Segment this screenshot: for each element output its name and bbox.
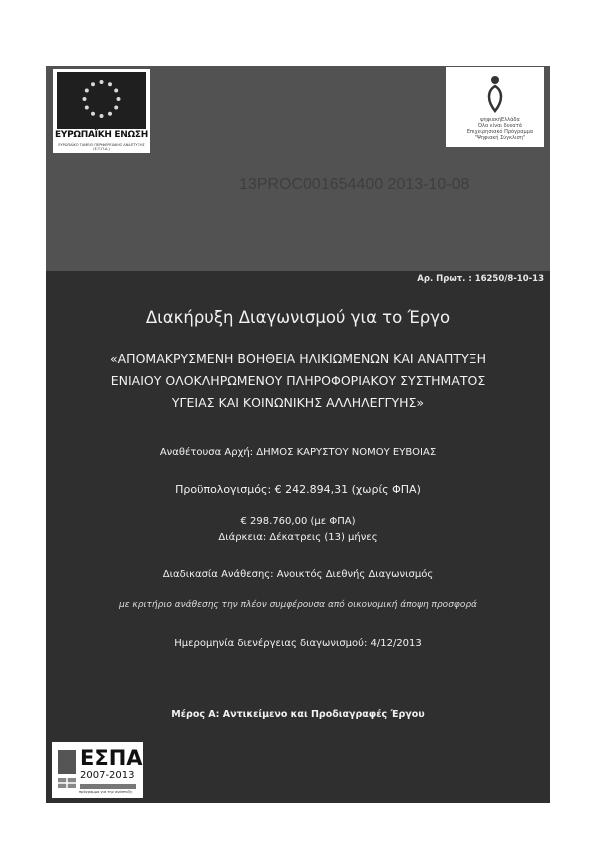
budget-net: Προϋπολογισμός: € 242.894,31 (χωρίς ΦΠΑ) <box>175 483 421 496</box>
award-criterion: με κριτήριο ανάθεσης την πλέον συμφέρουσα από οικονομική άποψη προσφορά <box>118 600 477 610</box>
protocol-number: Αρ. Πρωτ. : 16250/8-10-13 <box>417 274 544 284</box>
cover-sheet <box>46 66 550 803</box>
contracting-authority: Αναθέτουσα Αρχή: ΔΗΜΟΣ ΚΑΡΥΣΤΟΥ ΝΟΜΟΥ ΕΥΒΟΙΑΣ <box>159 447 437 458</box>
ds-line-2: Όλα είναι δυνατά <box>477 123 523 129</box>
espa-stripe <box>80 784 136 789</box>
diavgeia-stamp: 13PROC001654400 2013-10-08 <box>239 176 470 193</box>
eu-logo-label: ΕΥΡΩΠΑΪΚΗ ΕΝΩΣΗ <box>55 130 148 140</box>
ds-line-1: ψηφιακήΕλλάδα <box>480 117 520 123</box>
ds-line-3: Επιχειρησιακό Πρόγραμμα <box>466 129 534 135</box>
espa-emblem-icon <box>56 748 78 792</box>
digital-convergence-logo <box>446 67 544 147</box>
project-name-line-2: ΕΝΙΑΙΟΥ ΟΛΟΚΛΗΡΩΜΕΝΟΥ ΠΛΗΡΟΦΟΡΙΑΚΟΥ ΣΥΣΤΗΜΑΤΟΣ <box>110 373 486 388</box>
ds-logo-text <box>460 117 540 141</box>
duration: Διάρκεια: Δέκατρεις (13) μήνες <box>218 532 378 543</box>
espa-years: 2007-2013 <box>80 770 135 781</box>
tender-date: Ημερομηνία διενέργειας διαγωνισμού: 4/12/2013 <box>174 638 422 649</box>
eu-flag-icon <box>57 72 146 129</box>
part-heading: Μέρος Α: Αντικείμενο και Προδιαγραφές Έργου <box>171 709 425 720</box>
document-title: Διακήρυξη Διαγωνισμού για το Έργο <box>145 308 451 327</box>
espa-sub: πρόγραμμα για την ανάπτυξη <box>79 790 133 794</box>
budget-with-vat: € 298.760,00 (με ΦΠΑ) <box>240 516 356 527</box>
figure-icon <box>482 73 508 113</box>
espa-logo <box>52 742 143 798</box>
espa-label: ΕΣΠΑ <box>80 746 143 770</box>
award-procedure: Διαδικασία Ανάθεσης: Ανοικτός Διεθνής Διαγωνισμός <box>162 569 434 580</box>
project-name-line-3: ΥΓΕΙΑΣ ΚΑΙ ΚΟΙΝΩΝΙΚΗΣ ΑΛΛΗΛΕΓΓΥΗΣ» <box>171 395 425 410</box>
ds-line-4: "Ψηφιακή Σύγκλιση" <box>474 135 526 141</box>
eu-logo-sub: ΕΥΡΩΠΑΪΚΟ ΤΑΜΕΙΟ ΠΕΡΙΦΕΡΕΙΑΚΗΣ ΑΝΑΠΤΥΞΗΣ (Ε.Τ.Π.Α.) <box>58 143 145 151</box>
header-band <box>46 66 550 284</box>
project-name-line-1: «ΑΠΟΜΑΚΡΥΣΜΕΝΗ ΒΟΗΘΕΙΑ ΗΛΙΚΙΩΜΕΝΩΝ ΚΑΙ ΑΝΑΠΤΥΞΗ <box>109 351 487 366</box>
project-name <box>46 348 550 414</box>
eu-logo <box>53 69 150 153</box>
